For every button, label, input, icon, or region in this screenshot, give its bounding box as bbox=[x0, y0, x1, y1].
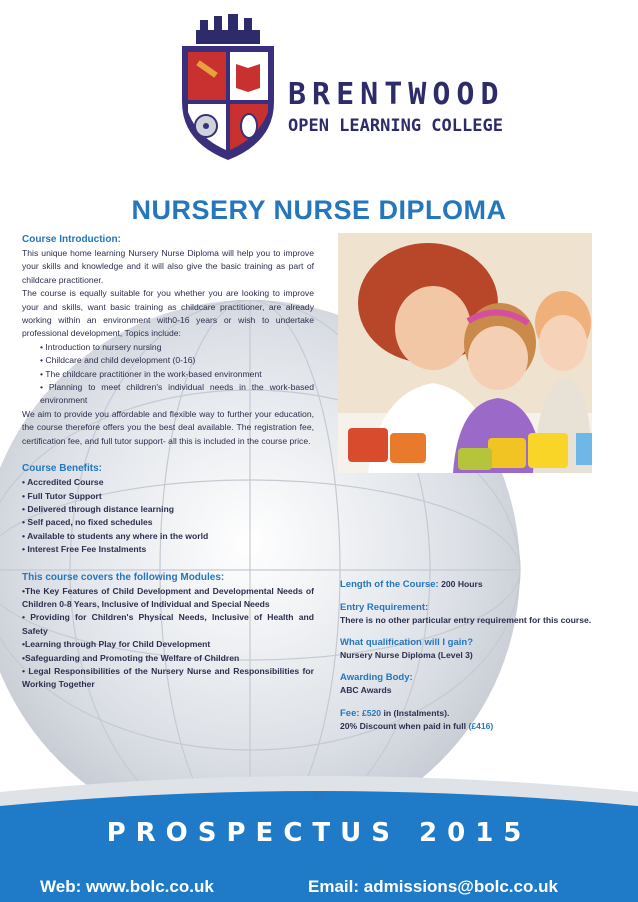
website-link[interactable]: Web: www.bolc.co.uk bbox=[40, 877, 214, 896]
fee-amount: £520 bbox=[361, 707, 382, 718]
prospectus-banner: PROSPECTUS 2015 bbox=[106, 818, 532, 848]
module-item: •Safeguarding and Promoting the Welfare of Children bbox=[22, 652, 240, 663]
length-value: 200 Hours bbox=[441, 579, 483, 589]
module-item: •The Key Features of Child Development and Developmental Needs of Children 0-8 Years, Inclusive of Individual and Special Needs bbox=[22, 585, 314, 609]
entry-value: There is no other particular entry requirement for this course. bbox=[340, 615, 592, 625]
modules-heading: This course covers the following Modules: bbox=[22, 571, 225, 583]
benefit-item: • Available to students any where in the world bbox=[22, 530, 209, 541]
awarding-label: Awarding Body: bbox=[340, 671, 413, 683]
module-item: • Providing for Children's Physical Needs, Inclusive of Health and Safety bbox=[22, 612, 314, 636]
module-item: •Learning through Play for Child Development bbox=[22, 639, 211, 650]
benefit-item: • Self paced, no fixed schedules bbox=[22, 517, 153, 528]
brand-block bbox=[288, 77, 505, 136]
benefit-item: • Interest Free Fee Instalments bbox=[22, 544, 147, 555]
course-details bbox=[340, 578, 600, 743]
entry-label: Entry Requirement: bbox=[340, 601, 429, 613]
children-painting-photo bbox=[338, 233, 592, 473]
left-column bbox=[22, 233, 314, 692]
page-number: 30 bbox=[312, 789, 326, 803]
qualification-label: What qualification will I gain? bbox=[340, 636, 473, 648]
benefit-item: • Delivered through distance learning bbox=[22, 503, 174, 514]
topic-item: • Planning to meet children's individual needs in the work-based environment bbox=[40, 382, 314, 406]
awarding-value: ABC Awards bbox=[340, 685, 392, 695]
fee-rest: in (Instalments). bbox=[383, 707, 450, 718]
intro-paragraph-2: The course is equally suitable for you whether you are looking to improve your and skills, want basic training as childcare practitioner, are already working within an environment with0-16 years or wish to undertake professional development, Topics include: bbox=[22, 288, 314, 339]
email-link[interactable]: Email: admissions@bolc.co.uk bbox=[308, 877, 558, 896]
brand-name: BRENTWOOD bbox=[288, 77, 505, 112]
intro-paragraph-3: We aim to provide you affordable and flexible way to further your education, the course therefore offers you the best deal available. The registration fee, certification fee, and full tutor support- all this is included in the course price. bbox=[22, 408, 314, 446]
brand-subtitle: OPEN LEARNING COLLEGE bbox=[288, 116, 503, 136]
page-title: NURSERY NURSE DIPLOMA bbox=[131, 195, 507, 225]
topic-item: • Childcare and child development (0-16) bbox=[40, 355, 196, 366]
topic-item: • Introduction to nursery nursing bbox=[40, 341, 162, 352]
fee-label: Fee: bbox=[340, 707, 360, 719]
intro-paragraph-1: This unique home learning Nursery Nurse Diploma will help you to improve your skills and knowledge and it will also give the basic training as part of childcare practitioner. bbox=[22, 248, 314, 285]
discount-text: 20% Discount when paid in full bbox=[340, 721, 467, 731]
topic-item: • The childcare practitioner in the work-based environment bbox=[40, 368, 262, 379]
benefit-item: • Full Tutor Support bbox=[22, 490, 102, 501]
discount-amount: (£416) bbox=[468, 721, 494, 731]
module-item: • Legal Responsibilities of the Nursery Nurse and Responsibilities for Working Together bbox=[22, 665, 314, 690]
benefit-item: • Accredited Course bbox=[22, 477, 104, 488]
header bbox=[0, 0, 638, 190]
length-label: Length of the Course: bbox=[340, 579, 439, 590]
intro-heading: Course Introduction: bbox=[22, 234, 121, 245]
college-crest-icon bbox=[178, 12, 278, 162]
benefits-heading: Course Benefits: bbox=[22, 463, 103, 475]
qualification-value: Nursery Nurse Diploma (Level 3) bbox=[340, 650, 473, 660]
